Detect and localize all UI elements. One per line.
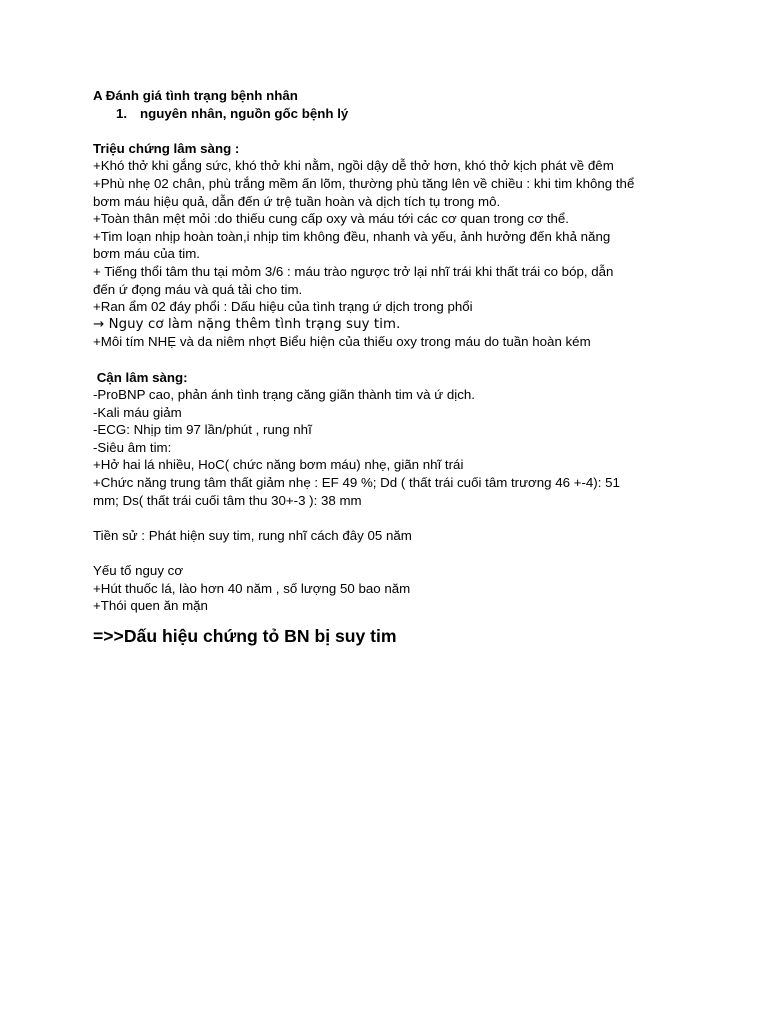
risk-factors-heading: Yếu tố nguy cơ bbox=[93, 563, 184, 579]
risk-factor-line: +Hút thuốc lá, lào hơn 40 năm , số lượng 50 bao năm bbox=[93, 580, 411, 596]
clinical-line: +Môi tím NHẸ và da niêm nhợt Biểu hiện của thiếu oxy trong máu do tuần hoàn kém bbox=[93, 334, 591, 350]
section-a-heading: A Đánh giá tình trạng bệnh nhân bbox=[93, 88, 298, 103]
paraclinical-line: -ECG: Nhịp tim 97 lần/phút , rung nhĩ bbox=[93, 422, 312, 438]
paraclinical-line: -Kali máu giảm bbox=[93, 404, 182, 420]
clinical-line: bơm máu hiệu quả, dẫn đến ứ trệ tuần hoàn và dịch tích tụ trong mô. bbox=[93, 193, 501, 209]
clinical-line: +Khó thở khi gắng sức, khó thở khi nằm, ngồi dậy dễ thở hơn, khó thở kịch phát về đêm bbox=[93, 158, 614, 174]
paraclinical-line: +Chức năng trung tâm thất giảm nhẹ : EF 49 %; Dd ( thất trái cuối tâm trương 46 +-4): 51 bbox=[93, 475, 620, 491]
paraclinical-line: mm; Ds( thất trái cuối tâm thu 30+-3 ): 38 mm bbox=[93, 492, 362, 508]
clinical-line: +Ran ẩm 02 đáy phổi : Dấu hiệu của tình trạng ứ dịch trong phổi bbox=[93, 299, 473, 315]
numbered-item bbox=[93, 105, 693, 123]
spacer bbox=[93, 544, 693, 562]
clinical-line: +Tim loạn nhịp hoàn toàn,i nhịp tim không đều, nhanh và yếu, ảnh hưởng đến khả năng bbox=[93, 228, 611, 244]
paraclinical-line: -Siêu âm tim: bbox=[93, 439, 172, 455]
spacer bbox=[93, 351, 693, 369]
clinical-line: + Tiếng thổi tâm thu tại mỏm 3/6 : máu trào ngược trở lại nhĩ trái khi thất trái co bóp, dẫn bbox=[93, 263, 614, 279]
conclusion: =>>Dấu hiệu chứng tỏ BN bị suy tim bbox=[93, 625, 397, 646]
item-number: 1. bbox=[116, 105, 128, 121]
history-line: Tiền sử : Phát hiện suy tim, rung nhĩ cách đây 05 năm bbox=[93, 527, 412, 543]
clinical-line: bơm máu của tim. bbox=[93, 246, 200, 262]
risk-arrow-line: → Nguy cơ làm nặng thêm tình trạng suy tim. bbox=[93, 316, 401, 332]
clinical-line: +Phù nhẹ 02 chân, phù trắng mềm ấn lõm, thường phù tăng lên về chiều : khi tim không thể bbox=[93, 175, 635, 191]
paraclinical-line: -ProBNP cao, phản ánh tình trạng căng giãn thành tim và ứ dịch. bbox=[93, 387, 475, 403]
clinical-heading: Triệu chứng lâm sàng : bbox=[93, 140, 240, 156]
risk-factor-line: +Thói quen ăn mặn bbox=[93, 598, 208, 614]
paraclinical-heading: Cận lâm sàng: bbox=[93, 369, 188, 385]
paraclinical-line: +Hở hai lá nhiều, HoC( chức năng bơm máu) nhẹ, giãn nhĩ trái bbox=[93, 457, 464, 473]
item-text: nguyên nhân, nguồn gốc bệnh lý bbox=[140, 105, 349, 121]
document-page bbox=[93, 87, 693, 647]
clinical-line: +Toàn thân mệt mỏi :do thiếu cung cấp oxy và máu tới các cơ quan trong cơ thể. bbox=[93, 211, 569, 227]
clinical-line: đến ứ đọng máu và quá tải cho tim. bbox=[93, 281, 303, 297]
spacer bbox=[93, 509, 693, 527]
spacer bbox=[93, 122, 693, 140]
